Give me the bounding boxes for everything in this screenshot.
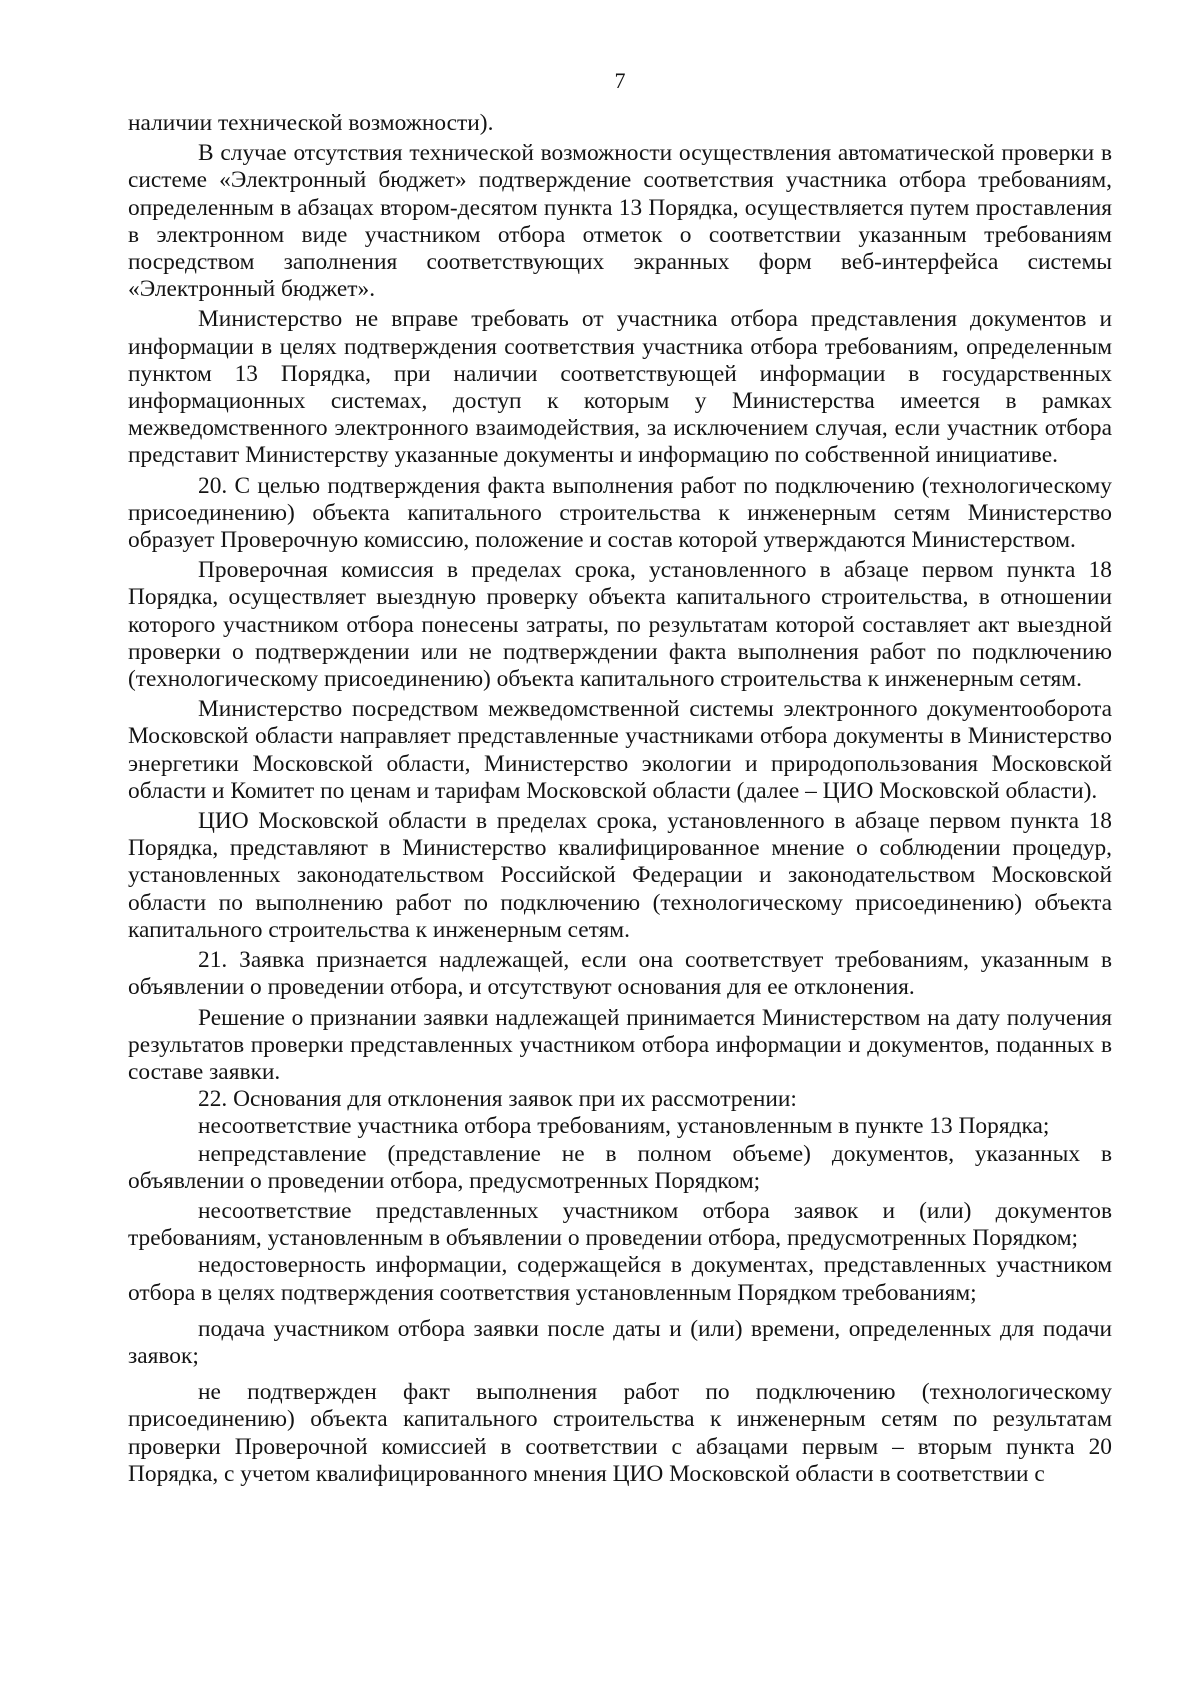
paragraph-16: не подтвержден факт выполнения работ по подключению (технологическому присоединению) объекта капитального строительства к инженерным сетям по результатам проверки Проверочной комиссией в соответствии с абзацами первым – вторым пункта 20 Порядка, с учетом квалифицированного мнения ЦИО Московской области в соответствии с — [128, 1379, 1112, 1487]
paragraph-12: непредставление (представление не в полном объеме) документов, указанных в объявлении о проведении отбора, предусмотренных Порядком; — [128, 1140, 1112, 1194]
paragraph-8: 21. Заявка признается надлежащей, если она соответствует требованиям, указанным в объявлении о проведении отбора, и отсутствуют основания для ее отклонения. — [128, 947, 1112, 1001]
document-body — [128, 110, 1112, 1488]
paragraph-14: недостоверность информации, содержащейся в документах, представленных участником отбора в целях подтверждения соответствия установленным Порядком требованиям; — [128, 1252, 1112, 1306]
paragraph-6: Министерство посредством межведомственной системы электронного документооборота Московской области направляет представленные участниками отбора документы в Министерство энергетики Московской области, Министерство экологии и природопользования Московской области и Комитет по ценам и тарифам Московской области (далее – ЦИО Московской области). — [128, 696, 1112, 804]
paragraph-11: несоответствие участника отбора требованиям, установленным в пункте 13 Порядка; — [198, 1113, 1050, 1140]
paragraph-2: В случае отсутствия технической возможности осуществления автоматической проверки в системе «Электронный бюджет» подтверждение соответствия участника отбора требованиям, определенным в абзацах втором-десятом пункта 13 Порядка, осуществляется путем проставления в электронном виде участником отбора отметок о соответствии указанным требованиям посредством заполнения соответствующих экранных форм веб-интерфейса системы «Электронный бюджет». — [128, 140, 1112, 303]
paragraph-7: ЦИО Московской области в пределах срока, установленного в абзаце первом пункта 18 Порядка, представляют в Министерство квалифицированное мнение о соблюдении процедур, установленных законодательством Российской Федерации и законодательством Московской области по выполнению работ по подключению (технологическому присоединению) объекта капитального строительства к инженерным сетям. — [128, 808, 1112, 943]
paragraph-3: Министерство не вправе требовать от участника отбора представления документов и информации в целях подтверждения соответствия участника отбора требованиям, определенным пунктом 13 Порядка, при наличии соответствующей информации в государственных информационных системах, доступ к которым у Министерства имеется в рамках межведомственного электронного взаимодействия, за исключением случая, если участник отбора представит Министерству указанные документы и информацию по собственной инициативе. — [128, 306, 1112, 469]
paragraph-1: наличии технической возможности). — [128, 110, 494, 136]
paragraph-5: Проверочная комиссия в пределах срока, установленного в абзаце первом пункта 18 Порядка, осуществляет выездную проверку объекта капитального строительства, в отношении которого участником отбора понесены затраты, по результатам которой составляет акт выездной проверки о подтверждении или не подтверждении факта выполнения работ по подключению (технологическому присоединению) объекта капитального строительства к инженерным сетям. — [128, 557, 1112, 693]
paragraph-4: 20. С целью подтверждения факта выполнения работ по подключению (технологическому присоединению) объекта капитального строительства к инженерным сетям Министерство образует Проверочную комиссию, положение и состав которой утверждаются Министерством. — [128, 472, 1112, 554]
paragraph-13: несоответствие представленных участником отбора заявок и (или) документов требованиям, установленным в объявлении о проведении отбора, предусмотренных Порядком; — [128, 1197, 1112, 1252]
page-number: 7 — [614, 68, 626, 93]
paragraph-15: подача участником отбора заявки после даты и (или) времени, определенных для подачи заявок; — [128, 1315, 1112, 1369]
paragraph-10: 22. Основания для отклонения заявок при их рассмотрении: — [198, 1086, 797, 1113]
paragraph-9: Решение о признании заявки надлежащей принимается Министерством на дату получения результатов проверки представленных участником отбора информации и документов, поданных в составе заявки. — [128, 1004, 1112, 1085]
